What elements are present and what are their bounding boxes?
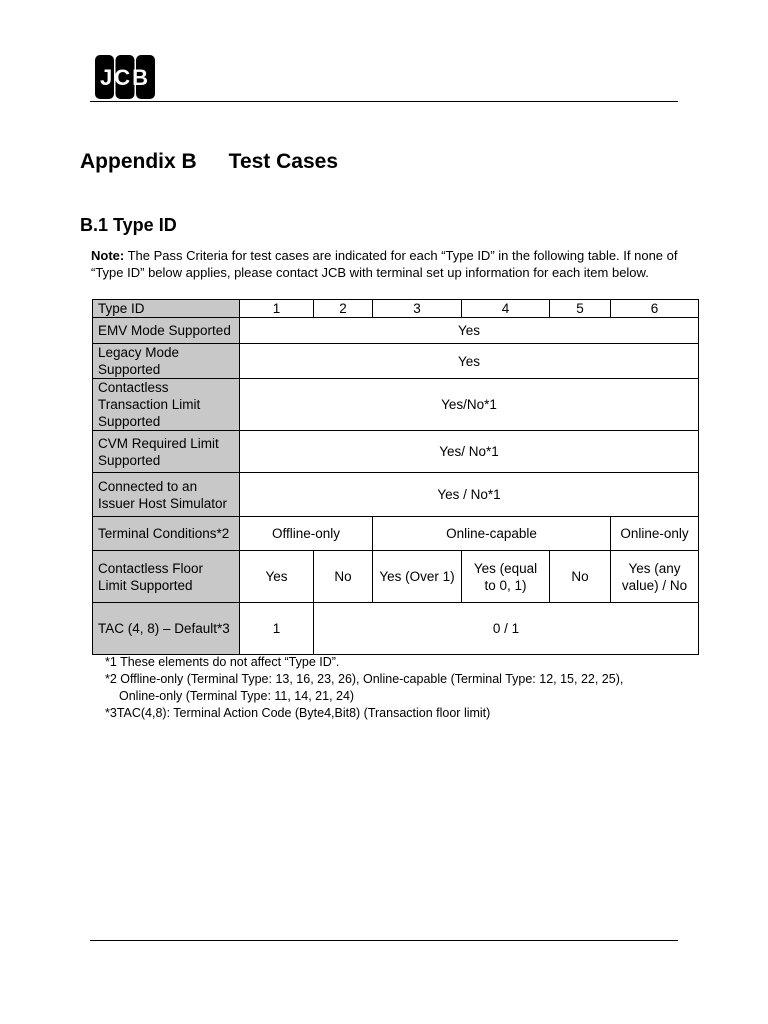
floor-value: Yes (any value) / No — [611, 551, 699, 603]
tac-value-1: 1 — [240, 603, 314, 655]
type-id-col: 3 — [373, 300, 462, 318]
floor-value: Yes (Over 1) — [373, 551, 462, 603]
floor-value: Yes (equal to 0, 1) — [462, 551, 550, 603]
footnotes — [105, 654, 623, 722]
type-id-col: 5 — [550, 300, 611, 318]
terminal-online-only: Online-only — [611, 517, 699, 551]
emv-label: EMV Mode Supported — [93, 318, 240, 344]
floor-value: Yes — [240, 551, 314, 603]
footnote-2: *2 Offline-only (Terminal Type: 13, 16, 23, 26), Online-capable (Terminal Type: 12, 15, 22, 25), — [105, 672, 624, 686]
emv-value: Yes — [240, 318, 699, 344]
note-text: The Pass Criteria for test cases are indicated for each “Type ID” in the following table. If none of “Type ID” below applies, please contact JCB with terminal set up information for each item below. — [91, 248, 678, 280]
floor-label: Contactless Floor Limit Supported — [93, 551, 240, 603]
footnote-3: *3TAC(4,8): Terminal Action Code (Byte4,Bit8) (Transaction floor limit) — [105, 706, 491, 720]
table-row-legacy — [93, 344, 699, 379]
type-id-col: 6 — [611, 300, 699, 318]
issuer-label: Connected to an Issuer Host Simulator — [93, 473, 240, 517]
appendix-title: Test Cases — [228, 150, 339, 173]
page-title — [80, 150, 338, 174]
table-row-contactless-limit — [93, 379, 699, 431]
table-row-issuer — [93, 473, 699, 517]
note-paragraph — [91, 247, 691, 281]
legacy-value: Yes — [240, 344, 699, 379]
cvm-value: Yes/ No*1 — [240, 431, 699, 473]
section-title: B.1 Type ID — [80, 215, 177, 235]
table-row-terminal — [93, 517, 699, 551]
cvm-label: CVM Required Limit Supported — [93, 431, 240, 473]
table-row-floor — [93, 551, 699, 603]
table-row-emv — [93, 318, 699, 344]
footnote-2-cont: Online-only (Terminal Type: 11, 14, 21, 24) — [119, 689, 355, 703]
table-row-tac — [93, 603, 699, 655]
table-row-cvm — [93, 431, 699, 473]
terminal-label: Terminal Conditions*2 — [93, 517, 240, 551]
type-id-col: 4 — [462, 300, 550, 318]
header-rule — [90, 101, 678, 102]
terminal-online-capable: Online-capable — [373, 517, 611, 551]
issuer-value: Yes / No*1 — [240, 473, 699, 517]
jcb-logo — [95, 55, 155, 99]
contactless-limit-label: Contactless Transaction Limit Supported — [93, 379, 240, 431]
tac-value-rest: 0 / 1 — [314, 603, 699, 655]
type-id-label: Type ID — [93, 300, 240, 318]
footnote-1: *1 These elements do not affect “Type ID”. — [105, 655, 340, 669]
table-row-header — [93, 300, 699, 318]
type-id-table — [92, 299, 699, 655]
tac-label: TAC (4, 8) – Default*3 — [93, 603, 240, 655]
legacy-label: Legacy Mode Supported — [93, 344, 240, 379]
svg-text:JCB: JCB — [99, 65, 151, 90]
terminal-offline: Offline-only — [240, 517, 373, 551]
appendix-label: Appendix B — [80, 150, 197, 173]
footer-rule — [90, 940, 678, 941]
note-label: Note: — [91, 248, 125, 263]
type-id-col: 1 — [240, 300, 314, 318]
floor-value: No — [550, 551, 611, 603]
floor-value: No — [314, 551, 373, 603]
contactless-limit-value: Yes/No*1 — [240, 379, 699, 431]
type-id-col: 2 — [314, 300, 373, 318]
